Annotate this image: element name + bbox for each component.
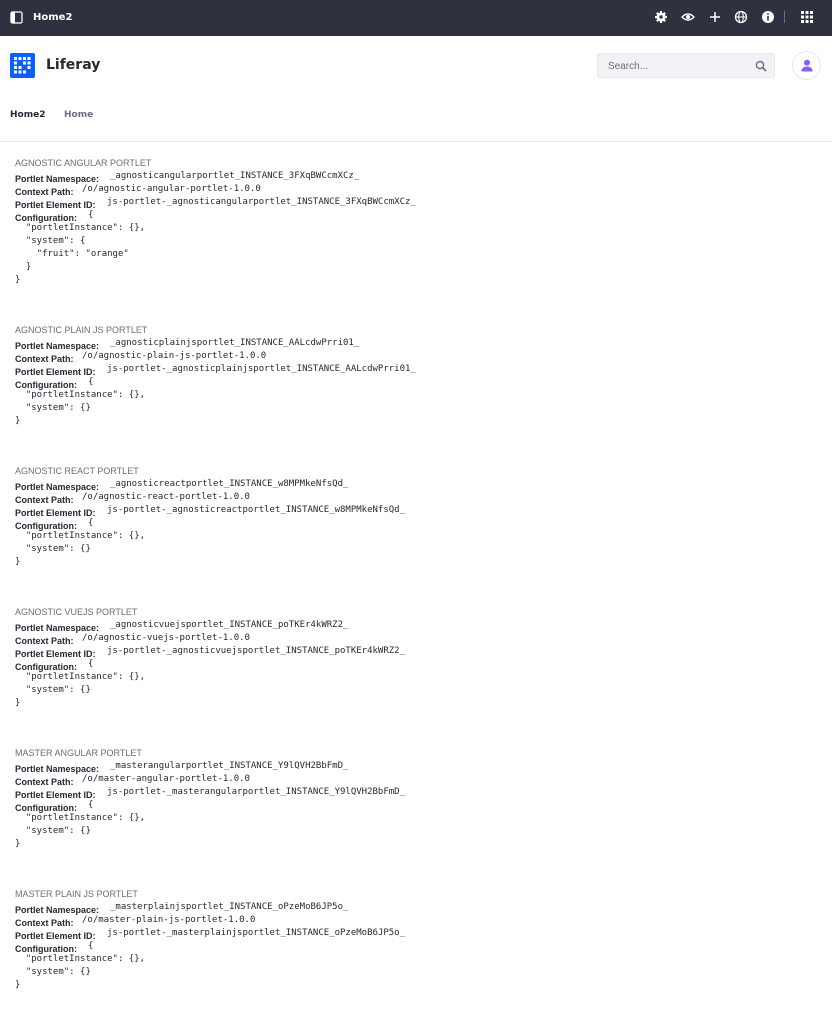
portlet-namespace-value: _agnosticplainjsportlet_INSTANCE_AALcdwPrri01_ [110,338,360,348]
portlet-element-id-label: Portlet Element ID: [15,367,96,377]
portlet-namespace-value: _masterangularportlet_INSTANCE_Y9lQVH2BbFmD_ [110,761,349,771]
context-path-label: Context Path: [15,187,74,197]
portlet-namespace-label: Portlet Namespace: [15,905,100,915]
configuration-row [15,940,815,953]
portlet-element-id-label: Portlet Element ID: [15,931,96,941]
portlet-title: AGNOSTIC PLAIN JS PORTLET [15,325,148,335]
user-avatar[interactable] [792,51,821,80]
portlet-agnostic-plain-js [15,324,815,428]
context-path-label: Context Path: [15,636,74,646]
portlet-element-id-row [15,504,815,517]
portlet-master-plain-js [15,888,815,992]
portlet-namespace-value: _agnosticangularportlet_INSTANCE_3FXqBWCcmXCz_ [110,171,360,181]
portlet-title: MASTER PLAIN JS PORTLET [15,889,138,899]
configuration-line: } [15,262,32,272]
page-title: Home2 [33,12,73,23]
configuration-line: "portletInstance": {}, [15,954,146,964]
context-path-row [15,632,815,645]
configuration-row [15,658,815,671]
portlet-title: AGNOSTIC VUEJS PORTLET [15,607,138,617]
configuration-line: } [15,275,21,285]
portlet-element-id-row [15,927,815,940]
context-path-label: Context Path: [15,777,74,787]
configuration-line: "portletInstance": {}, [15,531,146,541]
context-path-label: Context Path: [15,918,74,928]
configuration-label: Configuration: [15,521,77,531]
configuration-line: } [15,557,21,567]
info-icon[interactable] [761,10,775,24]
configuration-line: "system": {} [15,544,91,554]
context-path-row [15,350,815,363]
portlet-element-id-row [15,786,815,799]
portlet-namespace-value: _agnosticreactportlet_INSTANCE_w8MPMkeNfsQd_ [110,479,349,489]
portlet-namespace-row [15,760,815,773]
portlet-element-id-row [15,645,815,658]
plus-icon[interactable] [708,10,722,24]
configuration-row [15,799,815,812]
configuration-label: Configuration: [15,944,77,954]
sidebar-icon[interactable] [10,11,23,24]
nav-item-home[interactable]: Home [64,110,94,120]
search-icon[interactable] [755,60,767,72]
nav-item-home2[interactable]: Home2 [10,110,46,120]
search-input[interactable] [608,57,743,75]
control-menu [0,0,832,36]
portlet-namespace-row [15,170,815,183]
portlet-namespace-label: Portlet Namespace: [15,623,100,633]
globe-icon[interactable] [734,10,748,24]
nav-divider [0,141,832,142]
configuration-value: { [88,210,94,220]
user-icon [801,59,813,72]
portlet-element-id-row [15,363,815,376]
portlet-namespace-label: Portlet Namespace: [15,341,100,351]
configuration-line: } [15,839,21,849]
configuration-label: Configuration: [15,662,77,672]
configuration-value: { [88,941,94,951]
context-path-value: /o/agnostic-angular-portlet-1.0.0 [82,184,261,194]
portlet-element-id-label: Portlet Element ID: [15,790,96,800]
portlet-element-id-label: Portlet Element ID: [15,200,96,210]
portlet-namespace-label: Portlet Namespace: [15,764,100,774]
configuration-line: "system": { [15,236,86,246]
configuration-value: { [88,659,94,669]
configuration-line: } [15,980,21,990]
context-path-value: /o/master-plain-js-portlet-1.0.0 [82,915,256,925]
portlet-namespace-label: Portlet Namespace: [15,482,100,492]
configuration-label: Configuration: [15,803,77,813]
context-path-label: Context Path: [15,495,74,505]
apps-grid-icon[interactable] [800,10,814,24]
configuration-line: "fruit": "orange" [15,249,129,259]
gear-icon[interactable] [654,10,668,24]
portlet-title: AGNOSTIC REACT PORTLET [15,466,139,476]
portlet-element-id-value: js-portlet-_masterangularportlet_INSTANCE_Y9lQVH2BbFmD_ [107,787,406,797]
context-path-row [15,183,815,196]
configuration-line: "portletInstance": {}, [15,672,146,682]
context-path-value: /o/agnostic-plain-js-portlet-1.0.0 [82,351,267,361]
portlet-agnostic-react [15,465,815,569]
configuration-row [15,209,815,222]
portlet-element-id-value: js-portlet-_agnosticangularportlet_INSTANCE_3FXqBWCcmXCz_ [107,197,416,207]
portlet-title: MASTER ANGULAR PORTLET [15,748,142,758]
configuration-value: { [88,377,94,387]
portlet-element-id-label: Portlet Element ID: [15,508,96,518]
configuration-value: { [88,800,94,810]
portlet-namespace-row [15,337,815,350]
configuration-row [15,376,815,389]
configuration-line: "system": {} [15,826,91,836]
context-path-value: /o/master-angular-portlet-1.0.0 [82,774,250,784]
configuration-row [15,517,815,530]
portlet-namespace-row [15,619,815,632]
portlet-namespace-value: _agnosticvuejsportlet_INSTANCE_poTKEr4kWRZ2_ [110,620,349,630]
control-menu-separator [784,11,785,23]
context-path-value: /o/agnostic-vuejs-portlet-1.0.0 [82,633,250,643]
portlet-namespace-row [15,478,815,491]
portlet-element-id-value: js-portlet-_agnosticreactportlet_INSTANCE_w8MPMkeNfsQd_ [107,505,406,515]
portlet-master-angular [15,747,815,851]
portlet-namespace-label: Portlet Namespace: [15,174,100,184]
portlet-title: AGNOSTIC ANGULAR PORTLET [15,158,152,168]
context-path-label: Context Path: [15,354,74,364]
configuration-label: Configuration: [15,380,77,390]
eye-icon[interactable] [681,10,695,24]
portlet-agnostic-vuejs [15,606,815,710]
portlet-namespace-row [15,901,815,914]
portlet-element-id-label: Portlet Element ID: [15,649,96,659]
liferay-logo-icon [10,53,35,78]
configuration-line: "portletInstance": {}, [15,390,146,400]
site-name[interactable]: Liferay [46,57,101,73]
portlet-element-id-value: js-portlet-_masterplainjsportlet_INSTANCE_oPzeMoB6JP5o_ [107,928,406,938]
search-box [597,53,775,78]
configuration-line: "portletInstance": {}, [15,223,146,233]
portlet-element-id-row [15,196,815,209]
portlet-element-id-value: js-portlet-_agnosticplainjsportlet_INSTANCE_AALcdwPrri01_ [107,364,416,374]
configuration-value: { [88,518,94,528]
liferay-logo[interactable] [10,53,35,78]
portlet-agnostic-angular [15,157,815,287]
portlet-element-id-value: js-portlet-_agnosticvuejsportlet_INSTANCE_poTKEr4kWRZ2_ [107,646,406,656]
configuration-line: "system": {} [15,685,91,695]
context-path-row [15,914,815,927]
configuration-label: Configuration: [15,213,77,223]
configuration-line: "portletInstance": {}, [15,813,146,823]
context-path-row [15,491,815,504]
context-path-value: /o/agnostic-react-portlet-1.0.0 [82,492,250,502]
configuration-line: "system": {} [15,403,91,413]
configuration-line: } [15,698,21,708]
configuration-line: } [15,416,21,426]
context-path-row [15,773,815,786]
configuration-line: "system": {} [15,967,91,977]
portlet-namespace-value: _masterplainjsportlet_INSTANCE_oPzeMoB6JP5o_ [110,902,349,912]
